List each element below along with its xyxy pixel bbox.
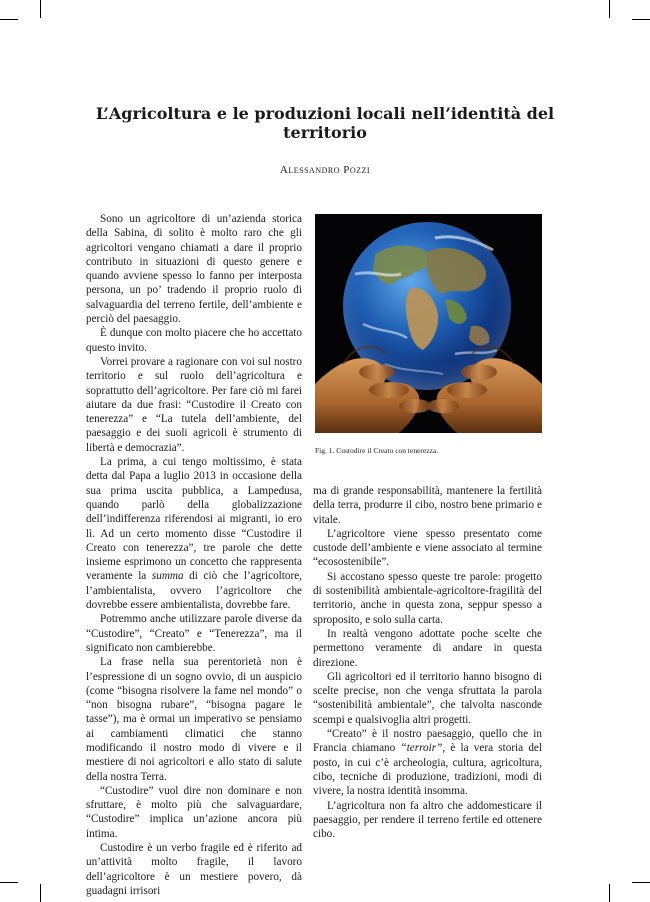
paragraph: Custodire è un verbo fragile ed è riferito ad un’attività molto fragile, il lavoro dell’agricoltore è un mestiere povero, dà guadagni irrisori xyxy=(86,842,302,897)
italic-term: “terroir” xyxy=(400,742,443,755)
paragraph: Gli agricoltori ed il territorio hanno bisogno di scelte precise, non che venga sfruttata la parola “sostenibilità ambientale”, che talvolta nasconde scempi e qualsivoglia altri progetti. xyxy=(313,670,542,726)
crop-mark xyxy=(632,19,650,20)
italic-term: summa xyxy=(151,570,184,583)
crop-mark xyxy=(0,19,18,20)
paragraph: Potremmo anche utilizzare parole diverse da “Custodire”, “Creato” e “Tenerezza”, ma il significato non cambierebbe. xyxy=(86,613,302,654)
crop-mark xyxy=(40,0,41,18)
paragraph: Si accostano spesso queste tre parole: progetto di sostenibilità ambientale-agricoltore-fragilità del territorio, anche in questa zona, seppur spesso a sproposito, e solo sulla carta. xyxy=(313,570,542,626)
paragraph: L’agricoltore viene spesso presentato come custode dell’ambiente e viene associato al termine “ecosostenibile”. xyxy=(313,527,542,569)
paragraph-text: La prima, a cui tengo moltissimo, è stata detta dal Papa a luglio 2013 in occasione della sua prima uscita pubblica, a Lampedusa, quando parlò della globalizzazione dell’indifferenza riferendosi ai migranti, io ero lì. Ad un certo momento disse “Custodire il Creato con tenerezza”, tre parole che dette insieme esprimono un concetto che rappresenta veramente la xyxy=(86,456,302,583)
paragraph-text: , è la vera storia del posto, in cui c’è archeologia, cultura, agricoltura, cibo, tecniche di produzione, tradizioni, modi di vivere, la nostra identità insomma. xyxy=(313,742,543,798)
paragraph: Sono un agricoltore di un’azienda storica della Sabina, di solito è molto raro che gli agricoltori vengano chiamati a dare il proprio contributo in situazioni di questo genere e quando avviene spesso lo fanno per interposta persona, un po’ tradendo il proprio ruolo di salvaguardia del terreno fertile, dell’ambiente e perciò del paesaggio. xyxy=(86,213,302,326)
paragraph xyxy=(86,455,302,612)
paragraph: L’agricoltura non fa altro che addomesticare il paesaggio, per rendere il terreno fertile ed ottenere cibo. xyxy=(313,799,542,841)
article-author: Alessandro Pozzi xyxy=(279,164,371,176)
figure-caption: Fig. 1. Custodire il Creato con tenerezza. xyxy=(315,446,439,455)
paragraph-text: di ciò che l’agricoltore, l’ambientalista, ovvero l’agricoltore che dovrebbe essere ambientalista, dovrebbe fare. xyxy=(86,570,302,612)
paragraph-text: “Creato” è il nostro paesaggio, quello che in Francia chiamano xyxy=(313,728,542,755)
crop-mark xyxy=(609,884,610,902)
paragraph xyxy=(313,727,542,798)
right-column xyxy=(313,484,542,841)
crop-mark xyxy=(0,882,18,883)
earth-in-hands-illustration xyxy=(315,214,542,433)
paragraph: ma di grande responsabilità, mantenere la fertilità della terra, produrre il cibo, nostro bene primario e vitale. xyxy=(313,485,542,526)
figure-earth-in-hands xyxy=(315,214,542,433)
article-title: L’Agricoltura e le produzioni locali nell’identità del territorio xyxy=(95,104,555,142)
crop-mark xyxy=(40,884,41,902)
paragraph: In realtà vengono adottate poche scelte che permettono veramente di andare in questa direzione. xyxy=(313,627,542,669)
paragraph: Vorrei provare a ragionare con voi sul nostro territorio e sul ruolo dell’agricoltura e soprattutto dell’agricoltore. Per fare ciò mi farei aiutare da due frasi: “Custodire il Creato con tenerezza” e “La tutela dell’ambiente, del paesaggio e dei suoli agricoli è strumento di libertà e democrazia”. xyxy=(86,355,302,454)
paragraph: La frase nella sua perentorietà non è l’espressione di un sogno ovvio, di un auspicio (come “bisogna risolvere la fame nel mondo” o “non bisogna rubare”, “bisogna pagare le tasse”), ma è ormai un imperativo se pensiamo ai cambiamenti climatici che stanno modificando il nostro modo di vivere e il mestiere di noi agricoltori e allo stato di salute della nostra Terra. xyxy=(86,656,302,783)
crop-mark xyxy=(609,0,610,18)
crop-mark xyxy=(632,882,650,883)
left-column xyxy=(86,212,302,898)
paragraph: È dunque con molto piacere che ho accettato questo invito. xyxy=(86,327,302,354)
paragraph: “Custodire” vuol dire non dominare e non sfruttare, è molto più che salvaguardare, “Custodire” implica un’azione ancora più intima. xyxy=(86,784,302,840)
